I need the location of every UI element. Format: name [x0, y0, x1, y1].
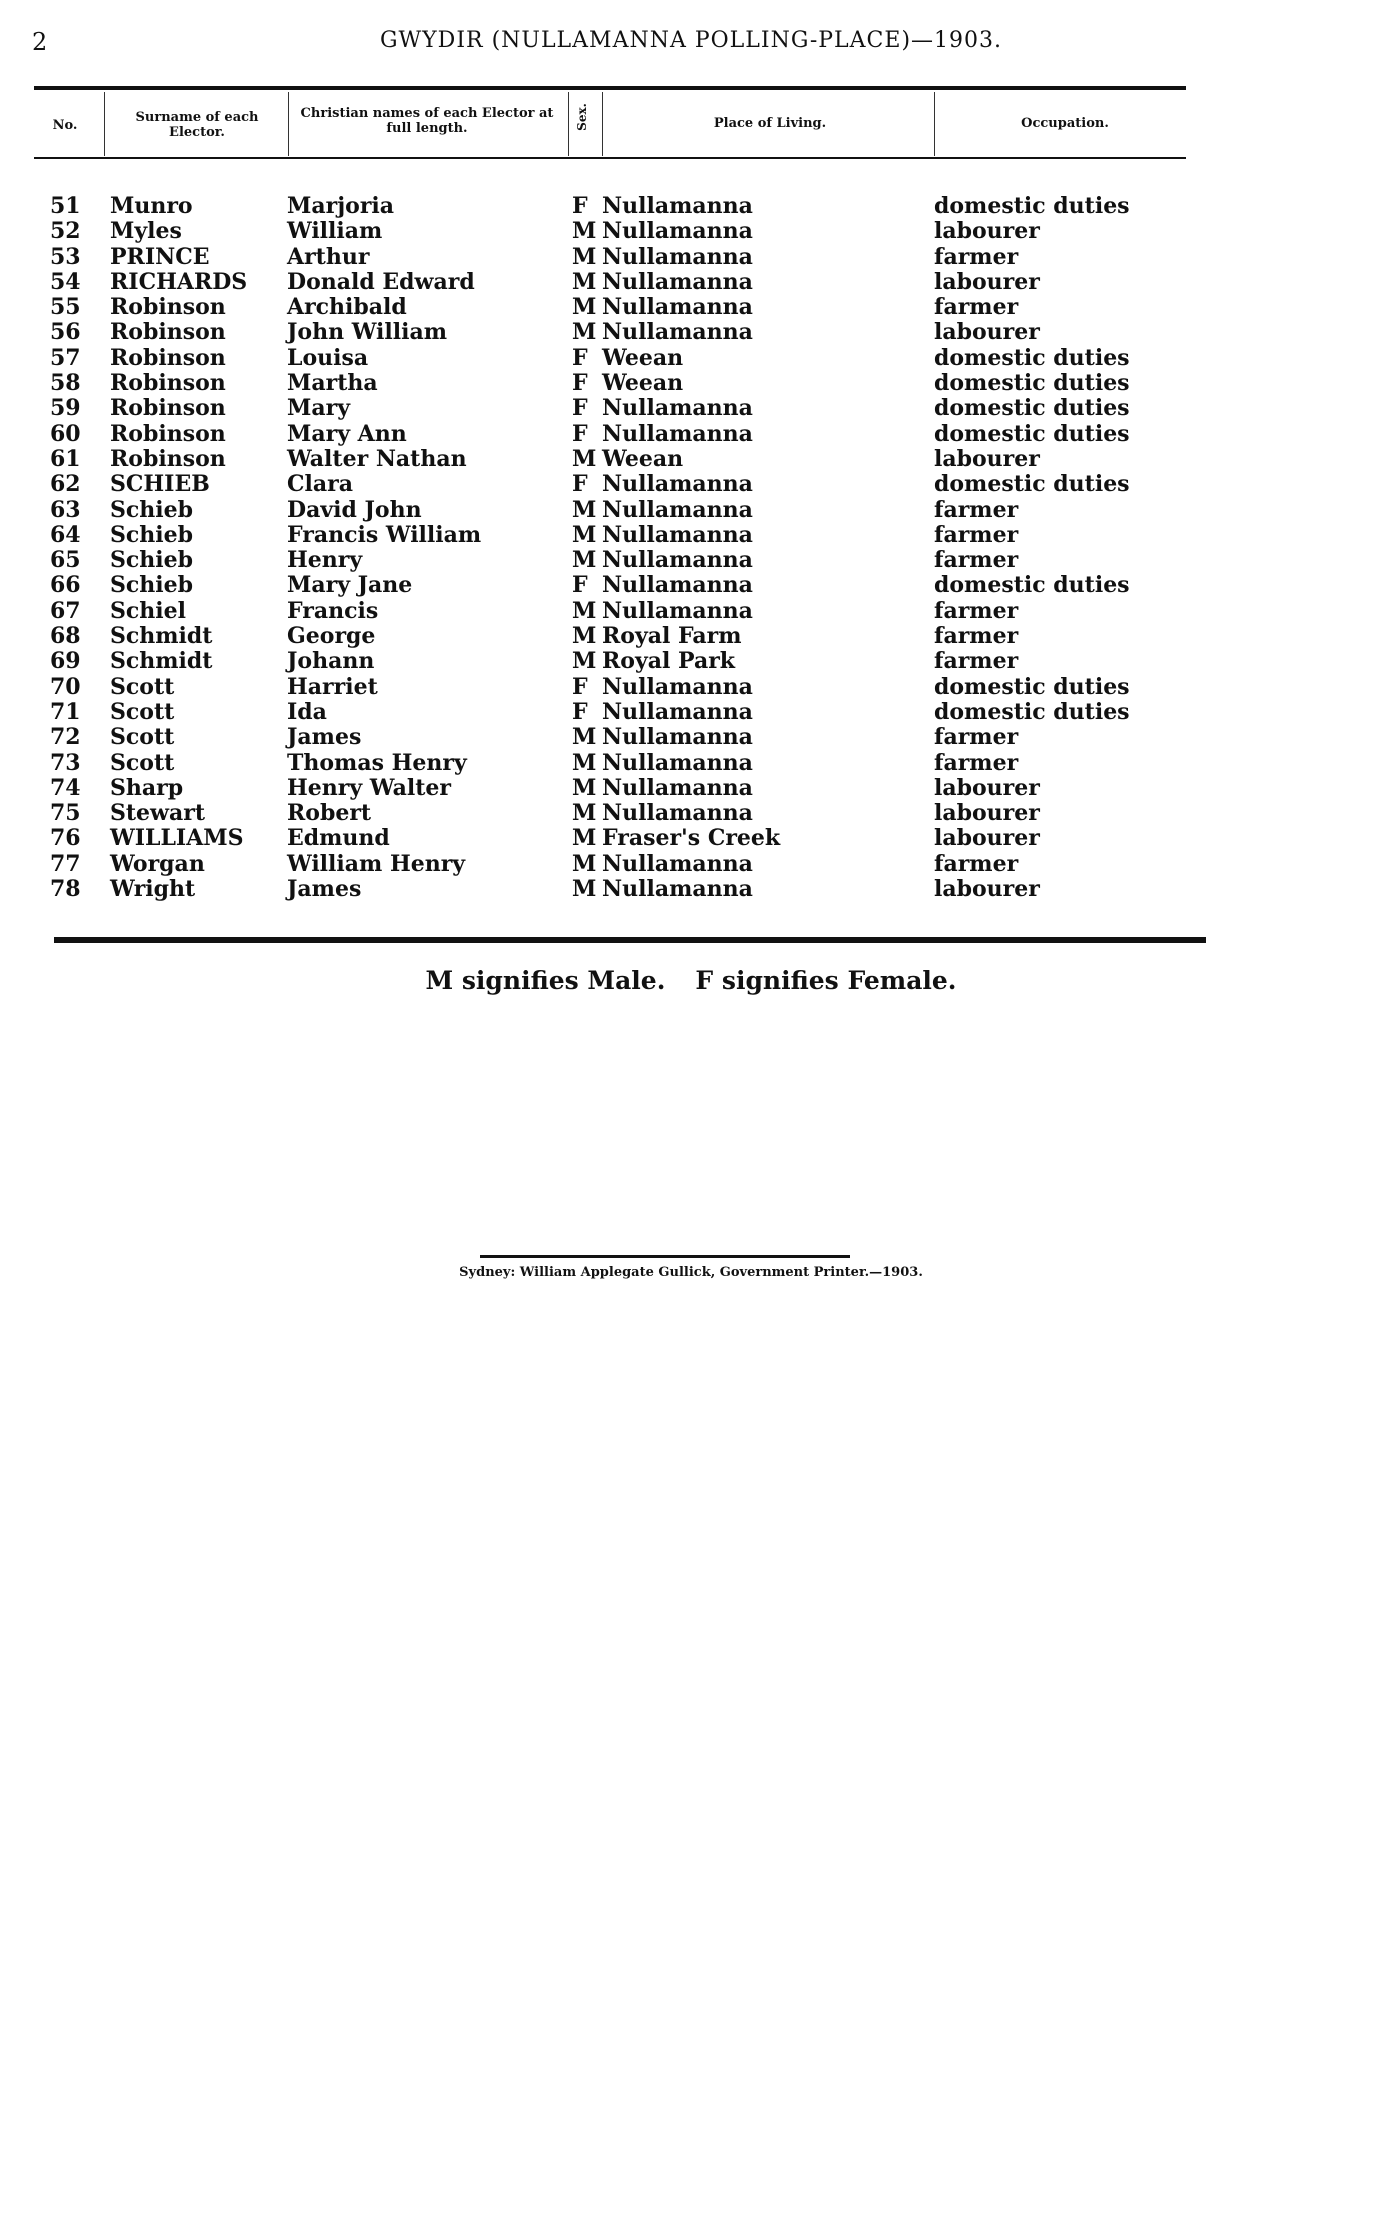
cell-christian: Harriet — [287, 673, 378, 700]
cell-occupation: farmer — [934, 521, 1019, 548]
cell-surname: Scott — [110, 673, 175, 700]
cell-christian: Francis William — [287, 521, 482, 548]
cell-place: Royal Farm — [602, 623, 742, 650]
cell-occupation: domestic duties — [934, 420, 1130, 447]
cell-christian: George — [287, 623, 376, 650]
cell-surname: Scott — [110, 749, 175, 776]
table-row — [50, 498, 1130, 523]
cell-no: 77 — [50, 850, 81, 877]
cell-occupation: farmer — [934, 749, 1019, 776]
cell-no: 59 — [50, 395, 81, 422]
cell-christian: John William — [287, 319, 448, 346]
cell-surname: Robinson — [110, 294, 226, 321]
cell-christian: Ida — [287, 698, 327, 725]
cell-occupation: farmer — [934, 648, 1019, 675]
cell-no: 56 — [50, 319, 81, 346]
column-divider — [602, 92, 603, 156]
cell-christian: Thomas Henry — [287, 749, 467, 776]
legend-female: F signifies Female. — [695, 966, 957, 995]
table-row — [50, 624, 1130, 649]
cell-no: 72 — [50, 724, 81, 751]
cell-christian: Francis — [287, 597, 379, 624]
cell-place: Nullamanna — [602, 698, 753, 725]
table-row — [50, 877, 1130, 902]
cell-occupation: farmer — [934, 597, 1019, 624]
cell-occupation: labourer — [934, 800, 1040, 827]
cell-sex: M — [572, 521, 597, 548]
cell-christian: Mary — [287, 395, 350, 422]
cell-place: Nullamanna — [602, 547, 753, 574]
cell-christian: Henry Walter — [287, 774, 451, 801]
column-header-occupation: Occupation. — [1021, 116, 1109, 131]
cell-no: 70 — [50, 673, 81, 700]
cell-sex: M — [572, 648, 597, 675]
cell-place: Nullamanna — [602, 218, 753, 245]
cell-sex: M — [572, 218, 597, 245]
cell-place: Nullamanna — [602, 673, 753, 700]
cell-no: 74 — [50, 774, 81, 801]
electoral-roll-table — [50, 194, 1130, 902]
cell-surname: Schieb — [110, 496, 194, 523]
cell-no: 65 — [50, 547, 81, 574]
cell-occupation: farmer — [934, 623, 1019, 650]
cell-occupation: domestic duties — [934, 673, 1130, 700]
cell-place: Nullamanna — [602, 496, 753, 523]
table-row — [50, 194, 1130, 219]
cell-occupation: labourer — [934, 774, 1040, 801]
cell-sex: F — [572, 370, 588, 397]
table-row — [50, 245, 1130, 270]
column-divider — [104, 92, 105, 156]
cell-christian: Louisa — [287, 344, 369, 371]
cell-no: 55 — [50, 294, 81, 321]
cell-surname: Munro — [110, 193, 193, 219]
cell-place: Nullamanna — [602, 319, 753, 346]
cell-christian: Edmund — [287, 825, 390, 852]
printer-rule — [480, 1255, 850, 1258]
cell-occupation: labourer — [934, 876, 1040, 903]
table-row — [50, 826, 1130, 851]
cell-occupation: labourer — [934, 825, 1040, 852]
cell-place: Nullamanna — [602, 268, 753, 295]
cell-no: 71 — [50, 698, 81, 725]
cell-occupation: farmer — [934, 294, 1019, 321]
column-header-christian: Christian names of each Elector at full length. — [300, 106, 554, 136]
cell-sex: M — [572, 749, 597, 776]
cell-occupation: farmer — [934, 243, 1019, 270]
cell-occupation: labourer — [934, 445, 1040, 472]
cell-sex: M — [572, 268, 597, 295]
cell-christian: Archibald — [287, 294, 407, 321]
cell-sex: F — [572, 193, 588, 219]
cell-no: 67 — [50, 597, 81, 624]
cell-place: Nullamanna — [602, 294, 753, 321]
cell-surname: Schieb — [110, 521, 194, 548]
table-row — [50, 472, 1130, 497]
table-row — [50, 396, 1130, 421]
cell-occupation: labourer — [934, 218, 1040, 245]
cell-surname: SCHIEB — [110, 471, 210, 498]
cell-surname: Sharp — [110, 774, 184, 801]
cell-surname: Robinson — [110, 395, 226, 422]
cell-sex: F — [572, 673, 588, 700]
cell-sex: M — [572, 319, 597, 346]
printer-imprint: Sydney: William Applegate Gullick, Government Printer.—1903. — [459, 1265, 923, 1280]
cell-occupation: farmer — [934, 496, 1019, 523]
cell-place: Weean — [602, 445, 684, 472]
column-header-place: Place of Living. — [713, 116, 827, 131]
sex-legend — [0, 966, 1382, 995]
cell-occupation: farmer — [934, 547, 1019, 574]
cell-no: 76 — [50, 825, 81, 852]
cell-surname: Robinson — [110, 420, 226, 447]
cell-place: Nullamanna — [602, 724, 753, 751]
cell-surname: Myles — [110, 218, 182, 245]
cell-christian: William — [287, 218, 383, 245]
cell-sex: F — [572, 420, 588, 447]
cell-occupation: domestic duties — [934, 395, 1130, 422]
table-row — [50, 422, 1130, 447]
table-row — [50, 776, 1130, 801]
column-header-no: No. — [52, 118, 78, 133]
cell-sex: M — [572, 496, 597, 523]
cell-surname: Robinson — [110, 344, 226, 371]
cell-christian: Mary Jane — [287, 572, 413, 599]
cell-sex: F — [572, 471, 588, 498]
cell-christian: Henry — [287, 547, 363, 574]
table-row — [50, 548, 1130, 573]
cell-christian: Mary Ann — [287, 420, 407, 447]
cell-christian: David John — [287, 496, 422, 523]
cell-place: Nullamanna — [602, 572, 753, 599]
column-divider — [288, 92, 289, 156]
cell-place: Nullamanna — [602, 774, 753, 801]
cell-sex: M — [572, 850, 597, 877]
cell-christian: William Henry — [287, 850, 466, 877]
cell-sex: M — [572, 800, 597, 827]
column-header-sex: Sex. — [574, 103, 589, 131]
cell-christian: James — [287, 724, 362, 751]
cell-sex: M — [572, 774, 597, 801]
cell-place: Nullamanna — [602, 749, 753, 776]
table-row — [50, 295, 1130, 320]
cell-christian: James — [287, 876, 362, 903]
table-row — [50, 649, 1130, 674]
cell-surname: Robinson — [110, 370, 226, 397]
cell-place: Nullamanna — [602, 420, 753, 447]
cell-occupation: farmer — [934, 850, 1019, 877]
cell-surname: WILLIAMS — [110, 825, 244, 852]
cell-occupation: domestic duties — [934, 572, 1130, 599]
cell-occupation: labourer — [934, 268, 1040, 295]
cell-sex: M — [572, 597, 597, 624]
cell-surname: Robinson — [110, 445, 226, 472]
cell-occupation: domestic duties — [934, 471, 1130, 498]
cell-no: 61 — [50, 445, 81, 472]
table-row — [50, 371, 1130, 396]
cell-surname: Scott — [110, 724, 175, 751]
cell-surname: Schiel — [110, 597, 186, 624]
cell-christian: Robert — [287, 800, 372, 827]
cell-surname: Worgan — [110, 850, 205, 877]
cell-christian: Johann — [287, 648, 375, 675]
cell-sex: F — [572, 698, 588, 725]
cell-sex: F — [572, 395, 588, 422]
cell-sex: M — [572, 547, 597, 574]
cell-sex: M — [572, 445, 597, 472]
column-divider — [934, 92, 935, 156]
cell-place: Nullamanna — [602, 597, 753, 624]
page-title: GWYDIR (NULLAMANNA POLLING-PLACE)—1903. — [379, 28, 1003, 53]
cell-no: 75 — [50, 800, 81, 827]
cell-sex: M — [572, 825, 597, 852]
table-row — [50, 725, 1130, 750]
cell-surname: Scott — [110, 698, 175, 725]
cell-place: Nullamanna — [602, 850, 753, 877]
cell-sex: M — [572, 876, 597, 903]
cell-no: 57 — [50, 344, 81, 371]
table-row — [50, 346, 1130, 371]
table-bottom-rule — [54, 937, 1206, 943]
cell-christian: Martha — [287, 370, 378, 397]
cell-sex: M — [572, 623, 597, 650]
cell-surname: Schieb — [110, 547, 194, 574]
cell-surname: Schmidt — [110, 648, 213, 675]
cell-sex: F — [572, 572, 588, 599]
cell-surname: Schieb — [110, 572, 194, 599]
cell-no: 62 — [50, 471, 81, 498]
cell-surname: Wright — [110, 876, 196, 903]
column-divider — [568, 92, 569, 156]
legend-male: M signifies Male. — [425, 966, 666, 995]
table-row — [50, 700, 1130, 725]
cell-place: Nullamanna — [602, 876, 753, 903]
table-row — [50, 599, 1130, 624]
table-row — [50, 320, 1130, 345]
table-header-rule — [34, 157, 1186, 159]
cell-no: 60 — [50, 420, 81, 447]
cell-no: 69 — [50, 648, 81, 675]
cell-christian: Clara — [287, 471, 353, 498]
cell-no: 58 — [50, 370, 81, 397]
cell-no: 64 — [50, 521, 81, 548]
cell-occupation: farmer — [934, 724, 1019, 751]
cell-christian: Marjoria — [287, 193, 395, 219]
table-row — [50, 447, 1130, 472]
table-row — [50, 852, 1130, 877]
cell-no: 63 — [50, 496, 81, 523]
cell-surname: Schmidt — [110, 623, 213, 650]
cell-christian: Donald Edward — [287, 268, 475, 295]
table-row — [50, 270, 1130, 295]
cell-place: Nullamanna — [602, 800, 753, 827]
cell-place: Nullamanna — [602, 471, 753, 498]
cell-sex: F — [572, 344, 588, 371]
cell-no: 66 — [50, 572, 81, 599]
cell-occupation: domestic duties — [934, 344, 1130, 371]
cell-no: 54 — [50, 268, 81, 295]
table-row — [50, 219, 1130, 244]
cell-occupation: domestic duties — [934, 698, 1130, 725]
cell-surname: PRINCE — [110, 243, 210, 270]
cell-no: 53 — [50, 243, 81, 270]
cell-surname: Stewart — [110, 800, 205, 827]
cell-place: Nullamanna — [602, 521, 753, 548]
cell-occupation: labourer — [934, 319, 1040, 346]
cell-sex: M — [572, 243, 597, 270]
cell-place: Weean — [602, 370, 684, 397]
cell-place: Nullamanna — [602, 395, 753, 422]
cell-occupation: domestic duties — [934, 370, 1130, 397]
cell-place: Nullamanna — [602, 243, 753, 270]
cell-surname: Robinson — [110, 319, 226, 346]
cell-christian: Walter Nathan — [287, 445, 467, 472]
table-row — [50, 751, 1130, 776]
cell-sex: M — [572, 294, 597, 321]
table-row — [50, 675, 1130, 700]
table-row — [50, 573, 1130, 598]
table-row — [50, 523, 1130, 548]
table-top-rule — [34, 86, 1186, 90]
column-header-surname: Surname of each Elector. — [135, 110, 259, 140]
cell-place: Royal Park — [602, 648, 736, 675]
cell-place: Nullamanna — [602, 193, 753, 219]
cell-no: 73 — [50, 749, 81, 776]
cell-no: 51 — [50, 193, 81, 219]
cell-occupation: domestic duties — [934, 193, 1130, 219]
table-row — [50, 801, 1130, 826]
cell-no: 68 — [50, 623, 81, 650]
cell-no: 78 — [50, 876, 81, 903]
cell-no: 52 — [50, 218, 81, 245]
cell-christian: Arthur — [287, 243, 370, 270]
page-number: 2 — [32, 28, 48, 56]
cell-place: Fraser's Creek — [602, 825, 781, 852]
cell-sex: M — [572, 724, 597, 751]
cell-place: Weean — [602, 344, 684, 371]
cell-surname: RICHARDS — [110, 268, 248, 295]
